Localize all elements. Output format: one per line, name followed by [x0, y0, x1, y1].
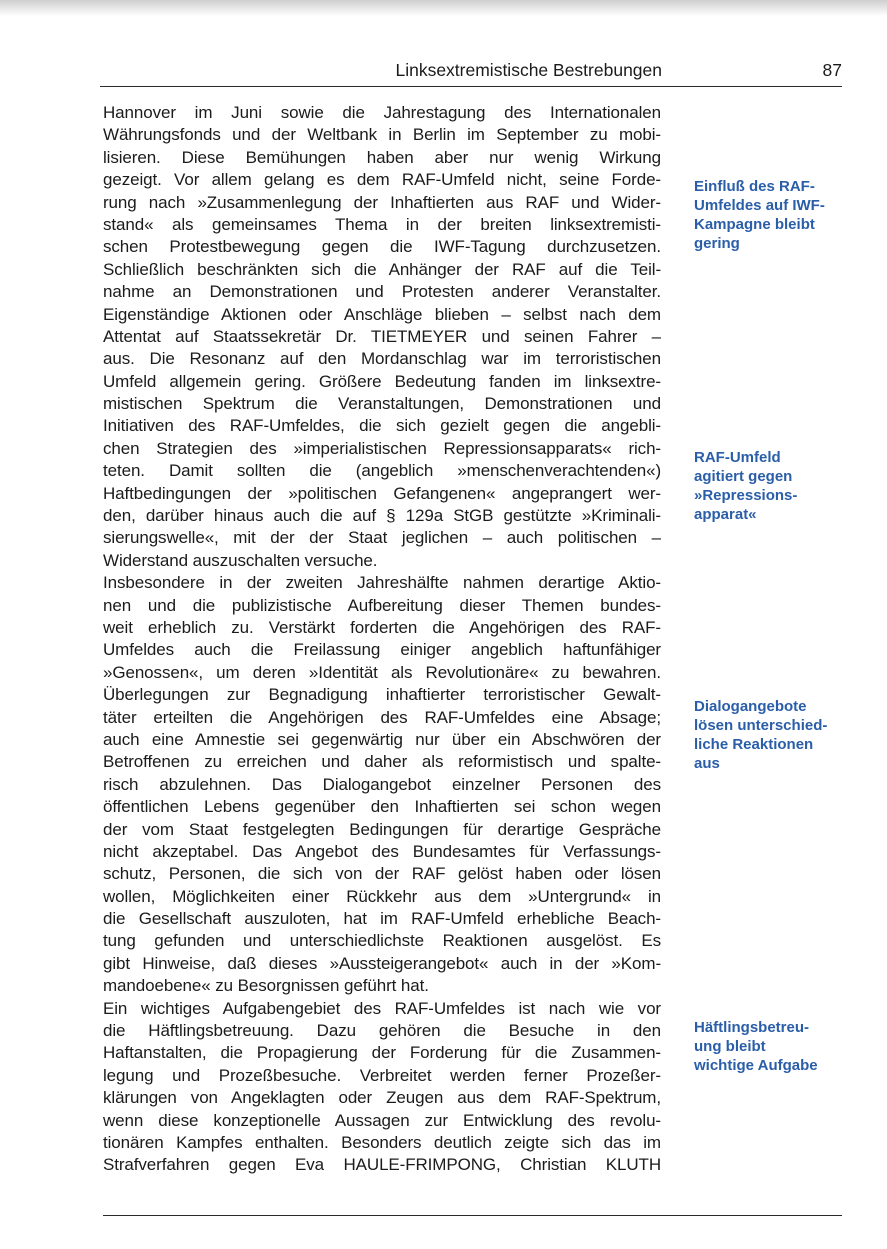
margin-note-line: Häftlingsbetreu-	[694, 1019, 810, 1036]
body-line: legung und Prozeßbesuche. Verbreitet werden ferner Prozeßer-	[103, 1065, 661, 1085]
margin-note-line: wichtige Aufgabe	[694, 1057, 818, 1074]
body-line: Schließlich beschränkten sich die Anhänger der RAF auf die Teil-	[103, 259, 661, 279]
body-line: Strafverfahren gegen Eva HAULE-FRIMPONG, Christian KLUTH	[103, 1155, 661, 1175]
body-line: schutz, Personen, die sich von der RAF gelöst haben oder lösen	[103, 864, 661, 884]
body-line: nen und die publizistische Aufbereitung dieser Themen bundes-	[103, 595, 661, 615]
margin-note-line: Umfeldes auf IWF-	[694, 197, 825, 214]
body-line: Attentat auf Staatssekretär Dr. TIETMEYER und seinen Fahrer –	[103, 326, 661, 346]
body-line: mandoebene« zu Besorgnissen geführt hat.	[103, 976, 429, 996]
body-line: weit erheblich zu. Verstärkt forderten die Angehörigen des RAF-	[103, 617, 661, 637]
body-line: »Genossen«, um deren »Identität als Revolutionäre« zu bewahren.	[103, 662, 661, 682]
margin-note-line: ung bleibt	[694, 1038, 766, 1055]
body-line: auch eine Amnestie sei gegenwärtig nur über ein Abschwören der	[103, 729, 661, 749]
body-text	[103, 102, 661, 1177]
body-line: teten. Damit sollten die (angeblich »menschenverachtenden«)	[103, 461, 661, 481]
body-line: nahme an Demonstrationen und Protesten anderer Veranstalter.	[103, 282, 661, 302]
body-line: Initiativen des RAF-Umfeldes, die sich gezielt gegen die angebli-	[103, 416, 661, 436]
margin-note-line: »Repressions-	[694, 487, 798, 504]
body-line: chen Strategien des »imperialistischen Repressionsapparats« rich-	[103, 438, 661, 458]
body-line: Haftanstalten, die Propagierung der Forderung für die Zusammen-	[103, 1043, 661, 1063]
margin-note-line: lösen unterschied-	[694, 717, 828, 734]
body-line: gezeigt. Vor allem gelang es dem RAF-Umfeld nicht, seine Forde-	[103, 170, 661, 190]
body-line: Widerstand auszuschalten versuche.	[103, 550, 378, 570]
margin-note-repression	[694, 448, 846, 524]
body-line: den, darüber hinaus auch die auf § 129a StGB gestützte »Kriminali-	[103, 506, 661, 526]
body-line: lisieren. Diese Bemühungen haben aber nur wenig Wirkung	[103, 147, 661, 167]
body-line: die Häftlingsbetreuung. Dazu gehören die Besuche in den	[103, 1021, 661, 1041]
body-line: mistischen Spektrum die Veranstaltungen, Demonstrationen und	[103, 394, 661, 414]
margin-note-line: Kampagne bleibt	[694, 216, 815, 233]
body-line: nicht akzeptabel. Das Angebot des Bundesamtes für Verfassungs-	[103, 841, 661, 861]
body-line: tionären Kampfes enthalten. Besonders deutlich zeigte sich das im	[103, 1132, 661, 1152]
body-line: Eigenständige Aktionen oder Anschläge blieben – selbst nach dem	[103, 304, 661, 324]
body-line: Hannover im Juni sowie die Jahrestagung des Internationalen	[103, 103, 661, 122]
body-line: tung gefunden und unterschiedlichste Reaktionen ausgelöst. Es	[103, 931, 661, 951]
body-line: klärungen von Angeklagten oder Zeugen aus dem RAF-Spektrum,	[103, 1088, 661, 1108]
body-line: wollen, Möglichkeiten einer Rückkehr aus dem »Untergrund« in	[103, 886, 661, 906]
margin-note-line: agitiert gegen	[694, 468, 793, 485]
margin-note-line: Einfluß des RAF-	[694, 178, 815, 195]
body-line: risch abzulehnen. Das Dialogangebot einzelner Personen des	[103, 774, 661, 794]
body-line: stand« als gemeinsames Thema in der breiten linksextremisti-	[103, 214, 661, 234]
body-line: Überlegungen zur Begnadigung inhaftierter terroristischer Gewalt-	[103, 685, 661, 705]
body-line: sierungswelle«, mit der der Staat jeglichen – auch politischen –	[103, 528, 661, 548]
margin-note-line: liche Reaktionen	[694, 736, 814, 753]
body-line: wenn diese konzeptionelle Aussagen zur Entwicklung des revolu-	[103, 1110, 661, 1130]
margin-note-line: RAF-Umfeld	[694, 449, 781, 466]
body-line: schen Protestbewegung gegen die IWF-Tagung durchzusetzen.	[103, 237, 661, 257]
running-title: Linksextremistische Bestrebungen	[395, 60, 662, 80]
body-line: aus. Die Resonanz auf den Mordanschlag war im terroristischen	[103, 349, 661, 369]
body-line: rung nach »Zusammenlegung der Inhaftierten aus RAF und Wider-	[103, 192, 661, 212]
margin-note-line: aus	[694, 755, 720, 772]
body-line: der vom Staat festgelegten Bedingungen für derartige Gespräche	[103, 819, 661, 839]
page-header	[100, 60, 842, 87]
body-line: Betroffenen zu erreichen und daher als reformistisch und spalte-	[103, 752, 661, 772]
body-line: gibt Hinweise, daß dieses »Aussteigerangebot« auch in der »Kom-	[103, 953, 661, 973]
body-line: Insbesondere in der zweiten Jahreshälfte nahmen derartige Aktio-	[103, 573, 661, 593]
body-line: Währungsfonds und der Weltbank in Berlin im September zu mobi-	[103, 125, 661, 145]
body-line: Umfeldes auch die Freilassung einiger angeblich haftunfähiger	[103, 640, 661, 660]
body-line: öffentlichen Lebens gegenüber den Inhaftierten sei schon wegen	[103, 797, 661, 817]
margin-note-line: apparat«	[694, 506, 757, 523]
margin-note-prisoner-care	[694, 1018, 846, 1075]
margin-note-line: gering	[694, 235, 740, 252]
page-number: 87	[822, 60, 842, 80]
margin-note-line: Dialogangebote	[694, 698, 807, 715]
scan-top-edge	[0, 0, 887, 16]
body-line: Umfeld allgemein gering. Größere Bedeutung fanden im linksextre-	[103, 371, 661, 391]
footer-rule	[103, 1215, 842, 1216]
body-line: Ein wichtiges Aufgabengebiet des RAF-Umfeldes ist nach wie vor	[103, 998, 661, 1018]
body-line: die Gesellschaft auszuloten, hat im RAF-Umfeld erhebliche Beach-	[103, 909, 661, 929]
body-line: täter erteilten die Angehörigen des RAF-Umfeldes eine Absage;	[103, 707, 661, 727]
body-line: Haftbedingungen der »politischen Gefangenen« angeprangert wer-	[103, 483, 661, 503]
margin-note-dialog	[694, 697, 846, 773]
margin-note-iwf-campaign	[694, 177, 846, 253]
